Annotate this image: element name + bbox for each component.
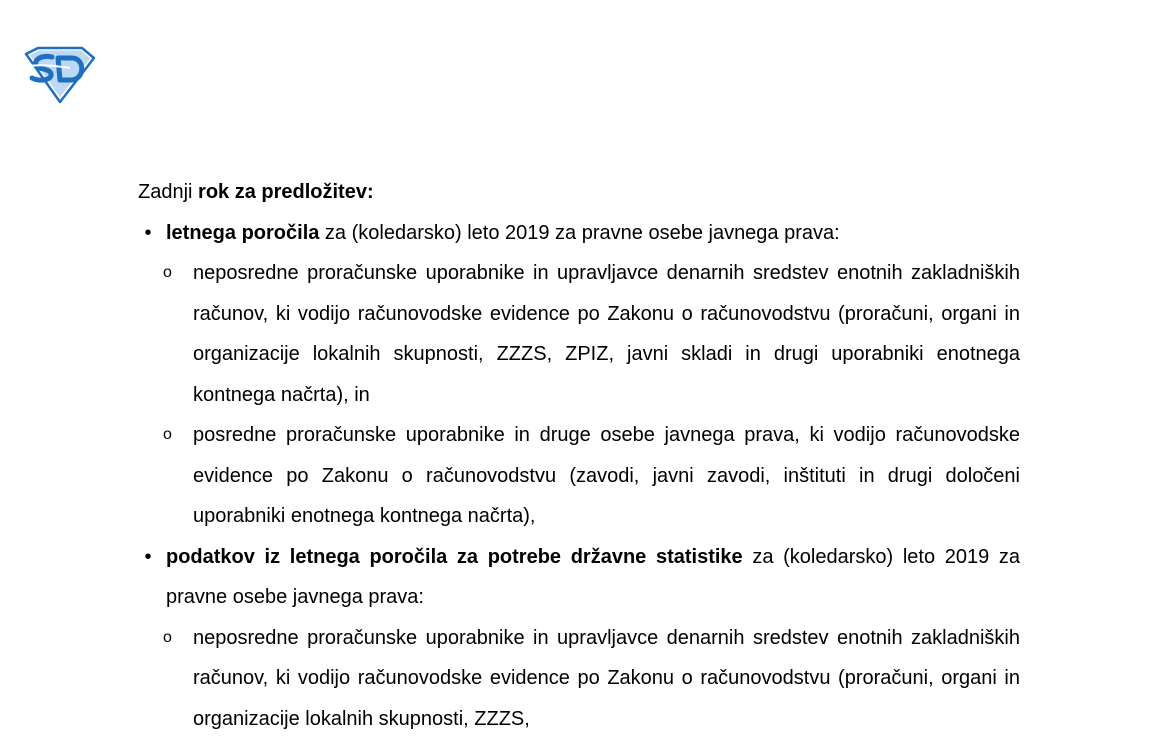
logo-icon: [22, 46, 96, 104]
bullet-icon: •: [144, 221, 152, 244]
circle-bullet-icon: o: [163, 628, 172, 646]
list-item: o neposredne proračunske uporabnike in upravljavce denarnih sredstev enotnih zakladniških računov, ki vodijo računovodske evidence po Zakonu o računovodstvu (proračuni, organi in organizacije lokalnih skupnosti, ZZZS, ZPIZ, javni skladi in drugi uporabniki enotnega kontnega načrta), in: [166, 253, 1020, 415]
bullet-list: [138, 213, 1020, 740]
list-item: o posredne proračunske uporabnike in druge osebe javnega prava, ki vodijo računovodske evidence po Zakonu o računovodstvu (zavodi, javni zavodi, inštituti in drugi določeni uporabniki enotnega kontnega načrta),: [166, 415, 1020, 537]
document-body: [138, 172, 1020, 739]
sub-list: [163, 618, 1020, 740]
circle-bullet-icon: o: [163, 426, 172, 443]
sub-list: [163, 253, 1020, 537]
list-item: • podatkov iz letnega poročila za potrebe državne statistike za (koledarsko) leto 2019 za pravne osebe javnega prava: o neposredne proračunske uporabnike in upravljavce denarnih sredstev enotnih zakladniških računov, ki vodijo računovodske evidence po Zakonu o računovodstvu (proračuni, organi in organizacije lokalnih skupnosti, ZZZS,: [138, 537, 1020, 740]
circle-bullet-icon: o: [163, 264, 172, 281]
list-item: o neposredne proračunske uporabnike in upravljavce denarnih sredstev enotnih zakladniških računov, ki vodijo računovodske evidence po Zakonu o računovodstvu (proračuni, organi in organizacije lokalnih skupnosti, ZZZS,: [166, 618, 1020, 740]
deadline-heading: Zadnji rok za predložitev:: [138, 181, 374, 203]
list-item: • letnega poročila za (koledarsko) leto 2019 za pravne osebe javnega prava: o neposredne proračunske uporabnike in upravljavce denarnih sredstev enotnih zakladniških računov, ki vodijo računovodske evidence po Zakonu o računovodstvu (proračuni, organi in organizacije lokalnih skupnosti, ZZZS, ZPIZ, javni skladi in drugi uporabniki enotnega kontnega načrta), in o posredne proračunske uporabnike in druge osebe javnega prava, ki vodijo računovodske evidence po Zakonu o računovodstvu (zavodi, javni zavodi, inštituti in drugi določeni uporabniki enotnega kontnega načrta),: [138, 213, 1020, 537]
bullet-icon: •: [144, 545, 152, 568]
